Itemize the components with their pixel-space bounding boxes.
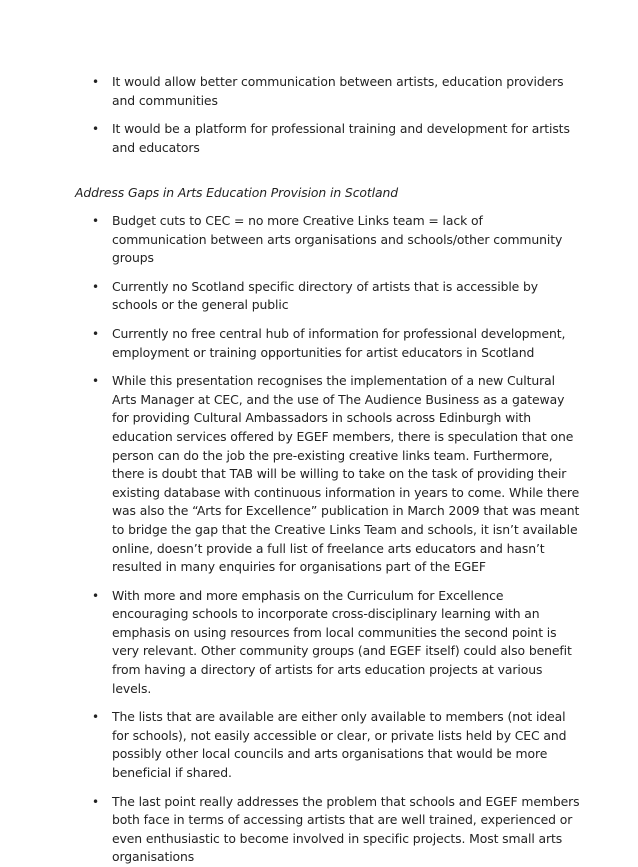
list-item: [0, 278, 638, 315]
section-heading: Address Gaps in Arts Education Provision in Scotland: [75, 185, 399, 200]
section-bullet-list: [0, 212, 638, 867]
list-item: [0, 120, 638, 157]
list-item: [0, 793, 638, 867]
bullet-text: While this presentation recognises the implementation of a new Cultural Arts Manager at CEC, and the use of The Audience Business as a gateway for providing Cultural Ambassadors in schools across Edinburgh with education services offered by EGEF members, there is speculation that one person can do the job the pre-existing creative links team. Furthermore, there is doubt that TAB will be willing to take on the task of providing their existing database with continuous information in years to come. While there was also the “Arts for Excellence” publication in March 2009 that was meant to bridge the gap that the Creative Links Team and schools, it isn’t available online, doesn’t provide a full list of freelance arts educators and hasn’t resulted in many enquiries for organisations part of the EGEF: [112, 373, 580, 575]
bullet-icon: •: [92, 588, 99, 603]
bullet-text: The lists that are available are either only available to members (not ideal for schools), not easily accessible or clear, or private lists held by CEC and possibly other local councils and arts organisations that would be more beneficial if shared.: [112, 709, 567, 781]
bullet-text: The last point really addresses the problem that schools and EGEF members both face in terms of accessing artists that are well trained, experienced or even enthusiastic to become involved in specific projects. Most small arts organisations: [112, 793, 580, 865]
bullet-icon: •: [92, 326, 99, 341]
bullet-icon: •: [92, 279, 99, 294]
bullet-text: Currently no Scotland specific directory of artists that is accessible by schools or the general public: [112, 278, 539, 313]
list-item: [0, 587, 638, 699]
bullet-text: With more and more emphasis on the Curriculum for Excellence encouraging schools to incorporate cross-disciplinary learning with an emphasis on using resources from local communities the second point is very relevant. Other community groups (and EGEF itself) could also benefit from having a directory of artists for arts education projects at various levels.: [112, 587, 572, 696]
bullet-text: It would allow better communication between artists, education providers and communities: [112, 74, 564, 108]
bullet-icon: •: [92, 75, 99, 89]
list-item: [0, 73, 638, 110]
list-item: [0, 212, 638, 268]
bullet-icon: •: [92, 374, 99, 389]
bullet-text: It would be a platform for professional training and development for artists and educators: [112, 121, 570, 155]
intro-bullet-list: [0, 73, 638, 157]
list-item: [0, 325, 638, 362]
bullet-icon: •: [92, 122, 99, 137]
bullet-icon: •: [92, 214, 99, 228]
list-item: [0, 372, 638, 577]
list-item: [0, 708, 638, 782]
bullet-icon: •: [92, 794, 99, 809]
bullet-icon: •: [92, 710, 99, 725]
bullet-text: Budget cuts to CEC = no more Creative Links team = lack of communication between arts organisations and schools/other community groups: [112, 213, 563, 266]
bullet-text: Currently no free central hub of information for professional development, employment or training opportunities for artist educators in Scotland: [112, 325, 566, 360]
